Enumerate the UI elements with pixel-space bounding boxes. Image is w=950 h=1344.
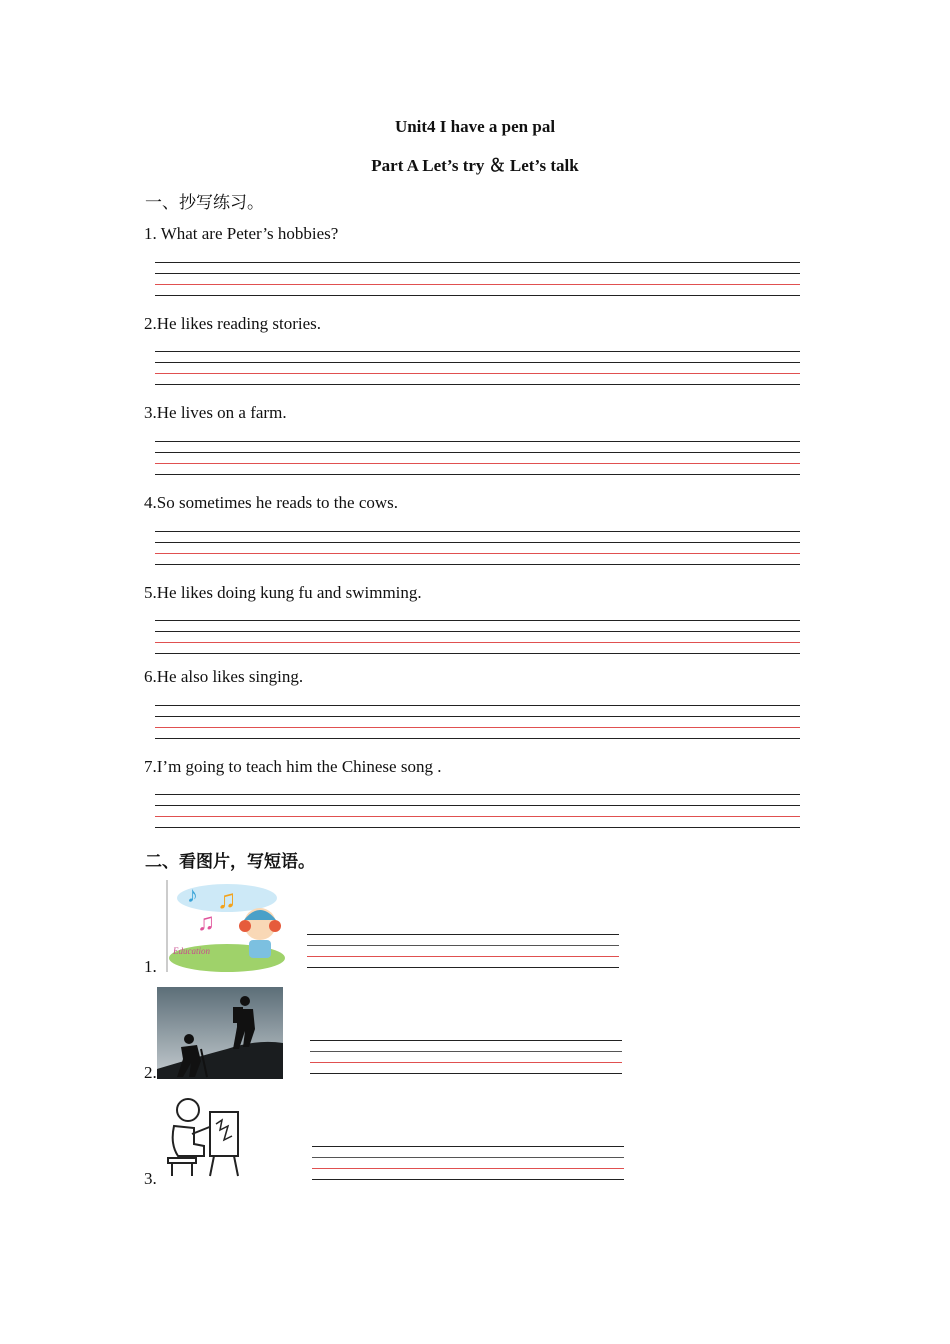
sentence-4: 4.So sometimes he reads to the cows. (144, 493, 399, 512)
writing-lines-3[interactable] (155, 441, 800, 475)
svg-text:♪: ♪ (187, 882, 198, 907)
writing-lines-7[interactable] (155, 794, 800, 828)
item-1-number: 1. (144, 957, 157, 976)
svg-text:♫: ♫ (197, 910, 215, 936)
item-2-number: 2. (144, 1063, 157, 1082)
item-1-writing-lines[interactable] (307, 934, 619, 968)
svg-text:Education: Education (173, 946, 210, 956)
sentence-5: 5.He likes doing kung fu and swimming. (144, 583, 422, 602)
sentence-1: 1. What are Peter’s hobbies? (144, 224, 339, 243)
item-3-number: 3. (144, 1169, 157, 1188)
writing-lines-4[interactable] (155, 531, 800, 565)
climbing-mountains-picture (157, 987, 283, 1079)
writing-lines-1[interactable] (155, 262, 800, 296)
sentence-3: 3.He lives on a farm. (144, 403, 287, 422)
item-2-writing-lines[interactable] (310, 1040, 622, 1074)
svg-text:♫: ♫ (217, 885, 237, 914)
section-1-heading: 一、抄写练习。 (145, 193, 264, 212)
worksheet-subtitle: Part A Let’s try ＆ Let’s talk (371, 156, 579, 175)
listening-to-music-picture (165, 880, 290, 972)
writing-lines-2[interactable] (155, 351, 800, 385)
drawing-pictures-picture (164, 1096, 242, 1178)
sentence-2: 2.He likes reading stories. (144, 314, 322, 333)
writing-lines-6[interactable] (155, 705, 800, 739)
item-3-writing-lines[interactable] (312, 1146, 624, 1180)
section-2-heading: 二、看图片，写短语。 (145, 852, 315, 871)
sentence-7: 7.I’m going to teach him the Chinese song . (144, 757, 442, 776)
worksheet-title: Unit4 I have a pen pal (394, 117, 556, 136)
sentence-6: 6.He also likes singing. (144, 667, 304, 686)
writing-lines-5[interactable] (155, 620, 800, 654)
